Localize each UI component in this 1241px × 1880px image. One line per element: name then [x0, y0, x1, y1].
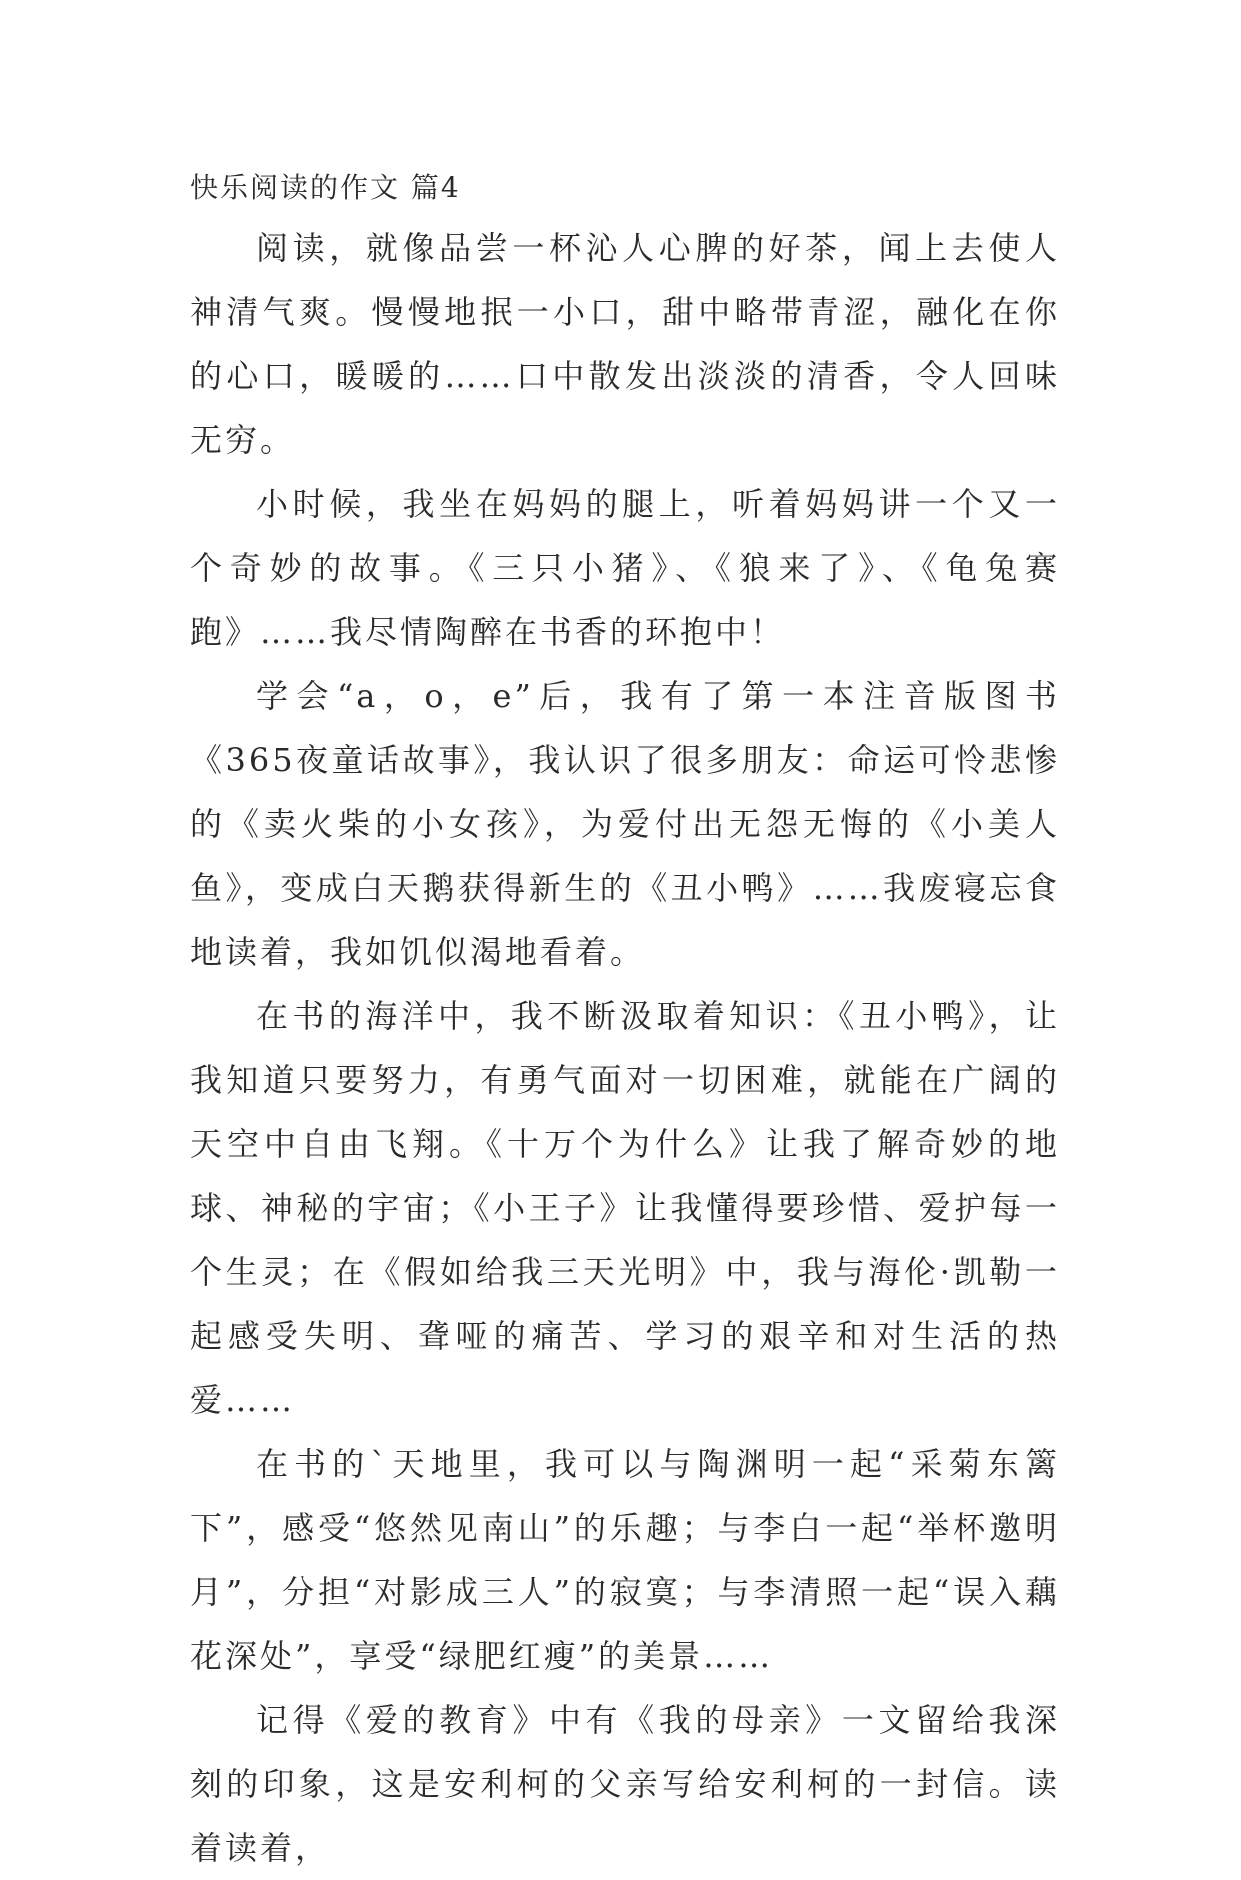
- paragraph-6: 记得《爱的教育》中有《我的母亲》一文留给我深刻的印象，这是安利柯的父亲写给安利柯的一封信。读着读着，: [190, 1701, 1060, 1867]
- paragraph-1: 阅读，就像品尝一杯沁人心脾的好茶，闻上去使人神清气爽。慢慢地抿一小口，甜中略带青涩，融化在你的心口，暖暖的……口中散发出淡淡的清香，令人回味无穷。: [190, 229, 1060, 459]
- paragraph-3: 学会“a，o，e”后，我有了第一本注音版图书《365夜童话故事》，我认识了很多朋友：命运可怜悲惨的《卖火柴的小女孩》，为爱付出无怨无悔的《小美人鱼》，变成白天鹅获得新生的《丑小鸭》……我废寝忘食地读着，我如饥似渴地看着。: [190, 677, 1060, 971]
- paragraph-4: 在书的海洋中，我不断汲取着知识：《丑小鸭》，让我知道只要努力，有勇气面对一切困难，就能在广阔的天空中自由飞翔。《十万个为什么》让我了解奇妙的地球、神秘的宇宙；《小王子》让我懂得要珍惜、爱护每一个生灵；在《假如给我三天光明》中，我与海伦·凯勒一起感受失明、聋哑的痛苦、学习的艰辛和对生活的热爱……: [190, 997, 1060, 1419]
- essay-title: 快乐阅读的作文 篇4: [190, 171, 461, 204]
- paragraph-5: 在书的`天地里，我可以与陶渊明一起“采菊东篱下”，感受“悠然见南山”的乐趣；与李白一起“举杯邀明月”，分担“对影成三人”的寂寞；与李清照一起“误入藕花深处”，享受“绿肥红瘦”的美景……: [190, 1445, 1060, 1675]
- text-column: [190, 160, 1060, 1880]
- paragraph-2: 小时候，我坐在妈妈的腿上，听着妈妈讲一个又一个奇妙的故事。《三只小猪》、《狼来了》、《龟兔赛跑》……我尽情陶醉在书香的环抱中！: [190, 485, 1060, 651]
